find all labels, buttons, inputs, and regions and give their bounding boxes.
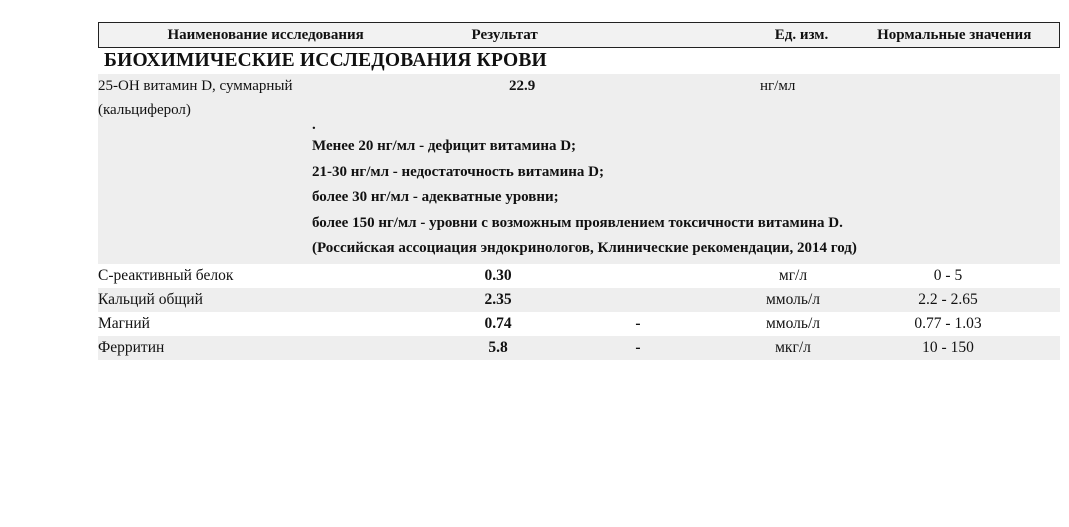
header-name: Наименование исследования — [167, 26, 364, 43]
table-row — [98, 336, 1060, 360]
comment-line: более 150 нг/мл - уровни с возможным проявлением токсичности витамина D. — [312, 214, 843, 231]
table-header — [98, 22, 1060, 48]
test-name: Кальций общий — [98, 291, 203, 308]
test-reference: 0.77 - 1.03 — [914, 315, 982, 332]
test-result: 22.9 — [509, 78, 536, 94]
table-row — [98, 312, 1060, 336]
comment-dot: . — [312, 117, 316, 133]
lab-results-table — [98, 22, 1060, 360]
test-name-line: (кальциферол) — [98, 102, 191, 118]
section-title: БИОХИМИЧЕСКИЕ ИССЛЕДОВАНИЯ КРОВИ — [104, 50, 547, 71]
vitamin-d-comment — [312, 134, 857, 262]
test-result: 2.35 — [484, 291, 512, 308]
test-reference: 10 - 150 — [922, 339, 974, 356]
table-row — [98, 264, 1060, 288]
test-name: С-реактивный белок — [98, 267, 234, 284]
test-flag: - — [635, 315, 641, 332]
comment-line: Менее 20 нг/мл - дефицит витамина D; — [312, 138, 577, 154]
comment-line: 21-30 нг/мл - недостаточность витамина D; — [312, 163, 604, 180]
test-reference: 2.2 - 2.65 — [918, 291, 978, 308]
test-unit: мг/л — [778, 267, 808, 284]
test-flag: - — [635, 339, 641, 356]
test-name-line: 25-ОН витамин D, суммарный — [98, 78, 293, 94]
test-unit: мкг/л — [775, 339, 811, 356]
test-unit: ммоль/л — [765, 291, 820, 308]
test-name — [98, 74, 398, 122]
comment-line: более 30 нг/мл - адекватные уровни; — [312, 189, 559, 205]
test-unit: нг/мл — [760, 78, 796, 94]
comment-line: (Российская ассоциация эндокринологов, Клинические рекомендации, 2014 год) — [312, 240, 857, 256]
header-unit: Ед. изм. — [774, 26, 829, 43]
header-reference: Нормальные значения — [877, 26, 1032, 43]
test-result: 5.8 — [488, 339, 508, 356]
test-unit: ммоль/л — [765, 315, 820, 332]
test-result: 0.74 — [484, 315, 512, 332]
table-row — [98, 288, 1060, 312]
test-reference: 0 - 5 — [933, 267, 963, 284]
test-result: 0.30 — [484, 267, 512, 284]
header-result: Результат — [471, 26, 538, 43]
test-name: Ферритин — [98, 339, 165, 356]
test-name: Магний — [98, 315, 150, 332]
vitamin-d-row — [98, 74, 1060, 264]
